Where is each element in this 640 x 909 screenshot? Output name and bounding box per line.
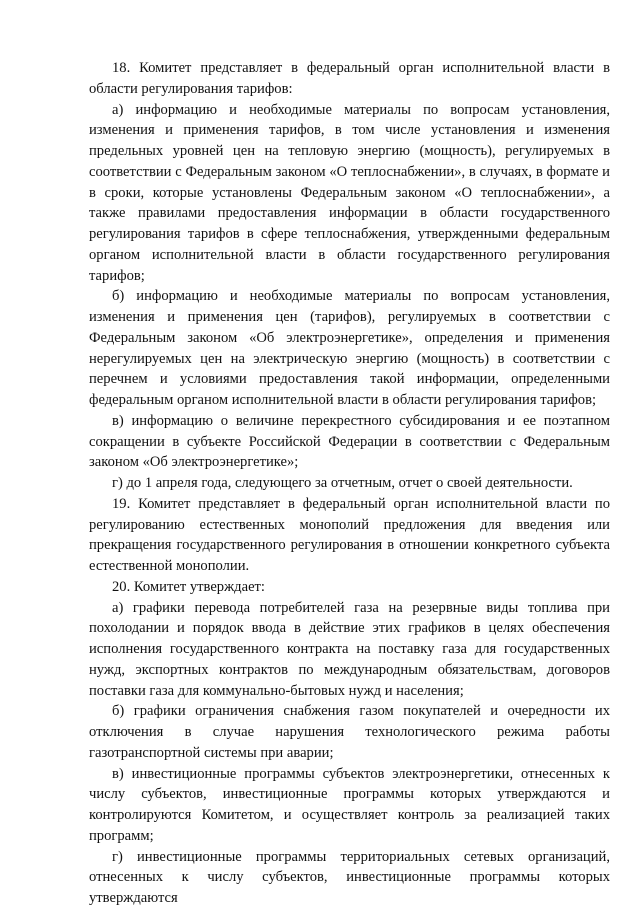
paragraph-20-v: в) инвестиционные программы субъектов электроэнергетики, отнесенных к числу субъектов, инвестиционные программы которых утверждаются и контролируются Комитетом, и осуществляет контроль за реализацией таких программ; <box>89 765 610 844</box>
paragraph-18-g: г) до 1 апреля года, следующего за отчетным, отчет о своей деятельности. <box>112 475 573 491</box>
paragraph-20-g: г) инвестиционные программы территориальных сетевых организаций, отнесенных к числу субъектов, инвестиционные программы которых утверждаются <box>89 848 610 906</box>
paragraph-19: 19. Комитет представляет в федеральный орган исполнительной власти по регулированию естественных монополий предложения для введения или прекращения государственного регулирования в отношении конкретного субъекта естественной монополии. <box>89 495 610 574</box>
paragraph-18-b: б) информацию и необходимые материалы по вопросам установления, изменения и применения цен (тарифов), регулируемых в соответствии с Федеральным законом «Об электроэнергетике», определения и применения нерегулируемых цен на электрическую энергию (мощность) в соответствии с перечнем и условиями предоставления такой информации, определенными федеральным органом исполнительной власти в области регулирования тарифов; <box>89 288 610 408</box>
paragraph-18: 18. Комитет представляет в федеральный орган исполнительной власти в области регулирования тарифов: <box>89 60 610 97</box>
paragraph-18-a: а) информацию и необходимые материалы по вопросам установления, изменения и применения тарифов, в том числе установления и изменения предельных уровней цен на тепловую энергию (мощность), регулируемых в соответствии с Федеральным законом «О теплоснабжении», в случаях, в формате и в сроки, которые установлены Федеральным законом «О теплоснабжении», а также правилами предоставления информации в области государственного регулирования тарифов в сфере теплоснабжения, утвержденными федеральным органом исполнительной власти в области государственного регулирования тарифов; <box>89 101 610 284</box>
paragraph-20-a: а) графики перевода потребителей газа на резервные виды топлива при похолодании и порядок ввода в действие этих графиков в целях обеспечения исполнения государственного контракта на поставку газа для государственных нужд, экспортных контрактов по международным обязательствам, договоров поставки газа для коммунально-бытовых нужд и населения; <box>89 599 610 699</box>
paragraph-18-v: в) информацию о величине перекрестного субсидирования и ее поэтапном сокращении в субъекте Российской Федерации в соответствии с Федеральным законом «Об электроэнергетике»; <box>89 412 610 471</box>
document-body <box>89 58 610 909</box>
paragraph-20-b: б) графики ограничения снабжения газом покупателей и очередности их отключения в случае нарушения технологического режима работы газотранспортной системы при аварии; <box>89 703 610 761</box>
paragraph-20: 20. Комитет утверждает: <box>112 578 265 595</box>
